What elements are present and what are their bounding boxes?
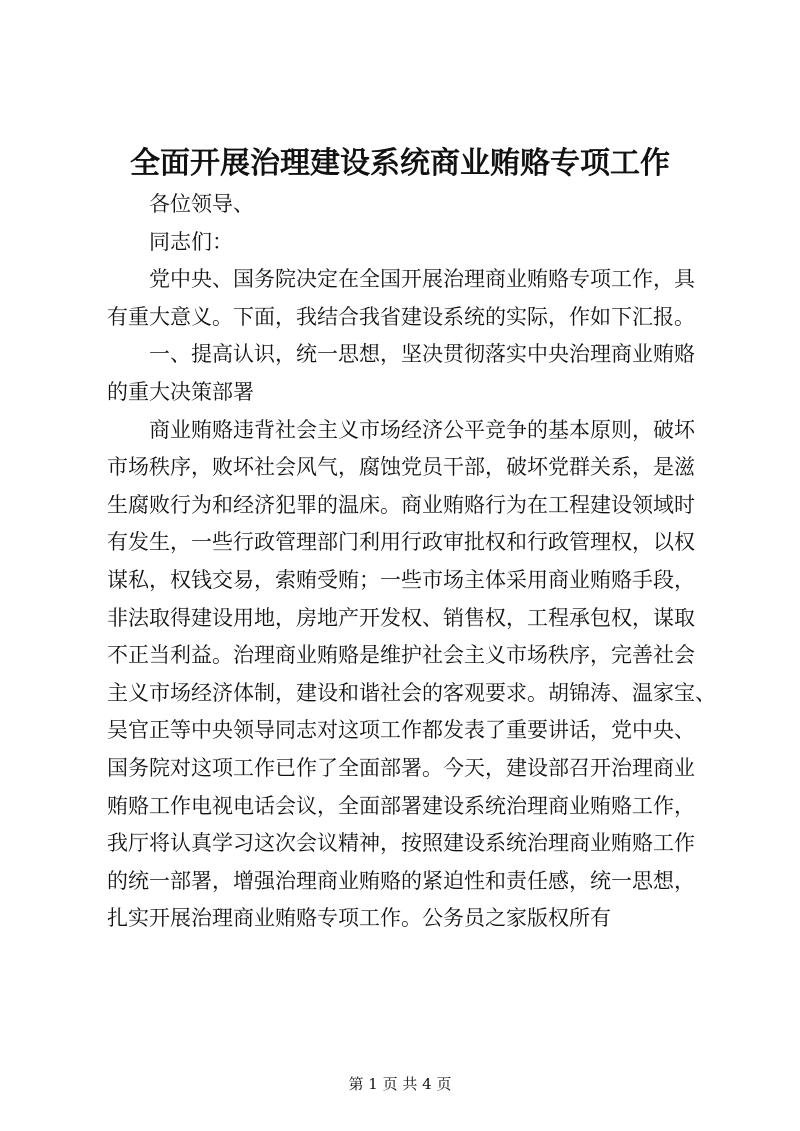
paragraph-line: 市场秩序，败坏社会风气，腐蚀党员干部，破坏党群关系，是滋 — [107, 455, 695, 480]
paragraph-line: 党中央、国务院决定在全国开展治理商业贿赂专项工作，具 — [149, 267, 695, 292]
paragraph-line: 我厅将认真学习这次会议精神，按照建设系统治理商业贿赂工作 — [107, 831, 695, 856]
section-heading-line: 的重大决策部署 — [107, 379, 254, 404]
salutation-line: 同志们： — [149, 229, 233, 254]
document-body — [107, 186, 716, 938]
paragraph-line: 商业贿赂违背社会主义市场经济公平竞争的基本原则，破坏 — [149, 417, 695, 442]
paragraph-line: 谋私，权钱交易，索贿受贿；一些市场主体采用商业贿赂手段， — [107, 567, 695, 592]
paragraph-line: 有重大意义。下面，我结合我省建设系统的实际，作如下汇报。 — [107, 304, 695, 329]
paragraph-line: 扎实开展治理商业贿赂专项工作。公务员之家版权所有 — [107, 906, 611, 931]
document-title: 全面开展治理建设系统商业贿赂专项工作 — [130, 146, 670, 181]
salutation-line: 各位领导、 — [149, 192, 254, 216]
paragraph-line: 主义市场经济体制，建设和谐社会的客观要求。胡锦涛、温家宝、 — [107, 680, 716, 705]
section-heading-line: 一、提高认识，统一思想，坚决贯彻落实中央治理商业贿赂 — [149, 342, 695, 367]
page-number-footer: 第 1 页 共 4 页 — [348, 1075, 452, 1093]
paragraph-line: 国务院对这项工作已作了全面部署。今天，建设部召开治理商业 — [107, 755, 695, 780]
paragraph-line: 的统一部署，增强治理商业贿赂的紧迫性和责任感，统一思想， — [107, 868, 695, 893]
paragraph-line: 贿赂工作电视电话会议，全面部署建设系统治理商业贿赂工作， — [107, 793, 695, 818]
paragraph-line: 非法取得建设用地，房地产开发权、销售权，工程承包权，谋取 — [107, 605, 695, 630]
paragraph-line: 不正当利益。治理商业贿赂是维护社会主义市场秩序，完善社会 — [107, 643, 695, 668]
paragraph-line: 有发生，一些行政管理部门利用行政审批权和行政管理权，以权 — [107, 530, 695, 555]
paragraph-line: 生腐败行为和经济犯罪的温床。商业贿赂行为在工程建设领域时 — [107, 492, 695, 517]
paragraph-line: 吴官正等中央领导同志对这项工作都发表了重要讲话，党中央、 — [107, 718, 695, 743]
